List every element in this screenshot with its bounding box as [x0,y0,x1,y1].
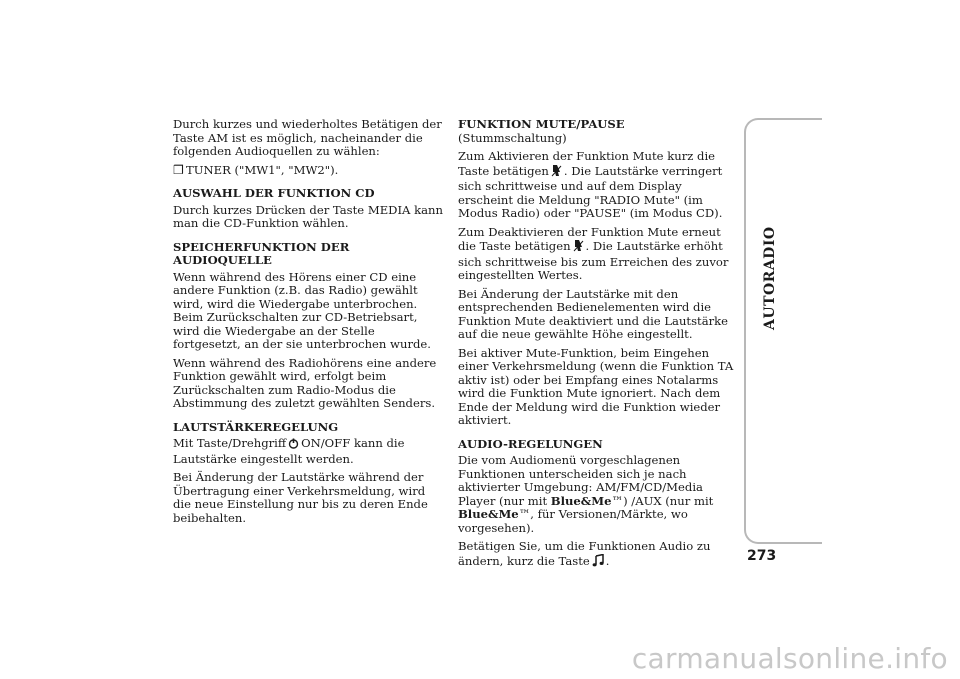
cd-paragraph: Durch kurzes Drücken der Taste MEDIA kann man die CD-Funktion wählen. [173,202,443,230]
audio-paragraph-2 [458,540,738,570]
audio-text-part: ™, für Versionen/Märkte, wo vorgesehen). [458,507,688,535]
bullet-icon: ❒ [173,162,184,177]
mute-heading: FUNKTION MUTE/PAUSE [458,117,625,131]
mute-text-part: Zum Deaktivieren der Funktion Mute erneut die Taste betätigen [458,224,721,253]
mute-paragraph-4: Bei aktiver Mute-Funktion, beim Eingehen einer Verkehrsmeldung (wenn die Funktion TA aktiv ist) oder bei Empfang eines Notalarms wird die Funktion Mute ignoriert. Nach dem Ende der Meldung wird die Funktion wieder aktiviert. [458,345,734,427]
mute-text-part: . Die Lautstärke verringert sich schrittweise und auf dem Display erscheint die Meldung "RADIO Mute" (im Modus Radio) oder "PAUSE" (im Modus CD). [458,163,723,220]
volume-text-part: Mit Taste/Drehgriff [173,436,287,450]
audio-text-part: . [605,553,610,568]
memory-paragraph-2: Wenn während des Radiohörens eine andere Funktion gewählt wird, erfolgt beim Zurückschalten zum Radio-Modus die Abstimmung des zuletzt gewählten Senders. [173,355,437,410]
power-knob-icon [288,438,299,453]
mute-paragraph-1 [458,150,738,221]
section-side-tab [744,118,822,544]
audio-text-part: ™) /AUX (nur mit [611,493,714,508]
music-note-icon [592,554,604,571]
audio-text-part: Betätigen Sie, um die Funktionen Audio zu ändern, kurz die Taste [458,539,711,568]
audio-paragraph-1 [458,454,738,535]
bullet-item [173,164,445,178]
bullet-text: TUNER ("MW1", "MW2"). [186,162,339,177]
mute-paragraph-3: Bei Änderung der Lautstärke mit den entsprechenden Bedienelementen wird die Funktion Mute deaktiviert und die Lautstärke auf die neue gewählte Höhe eingestellt. [458,286,729,341]
mute-icon [573,239,584,256]
volume-heading: LAUTSTÄRKEREGELUNG [173,419,339,434]
volume-paragraph-1 [173,437,445,466]
volume-paragraph-2: Bei Änderung der Lautstärke während der Übertragung einer Verkehrsmeldung, wird die neue Einstellung nur bis zu deren Ende beibehalten. [173,470,428,525]
memory-paragraph-1: Wenn während des Hörens einer CD eine andere Funktion (z.B. das Radio) gewählt wird, wird die Wiedergabe unterbrochen. Beim Zurückschalten zur CD-Betriebsart, wird die Wiedergabe an der Stelle fortgesetzt, an der sie unterbrochen wurde. [173,269,431,351]
audio-heading: AUDIO-REGELUNGEN [458,436,603,451]
brand-name: Blue&Me [458,507,519,521]
cd-heading: AUSWAHL DER FUNKTION CD [173,186,375,200]
audio-text-part: Die vom Audiomenü vorgeschlagenen Funktionen unterscheiden sich je nach aktivierter Umgebung: AM/FM/CD/Media Player (nur mit [458,453,703,508]
left-column [173,118,445,530]
right-column [458,118,738,575]
mute-icon [551,164,562,181]
mute-text-part: . Die Lautstärke erhöht sich schrittweise bis zum Erreichen des zuvor eingestellten Wertes. [458,239,729,282]
watermark: carmanualsonline.info [631,642,948,675]
mute-paragraph-2 [458,226,738,283]
mute-text-part: Zum Aktivieren der Funktion Mute kurz die Taste betätigen [458,149,716,178]
mute-subheading: (Stummschaltung) [458,130,567,145]
side-tab-label: AUTORADIO [762,226,778,330]
page-number: 273 [747,548,777,564]
memory-heading: SPEICHERFUNKTION DER AUDIOQUELLE [173,239,350,267]
volume-text-part: ON/OFF kann die Lautstärke eingestellt werden. [173,436,405,466]
brand-name: Blue&Me [550,493,612,508]
intro-paragraph: Durch kurzes und wiederholtes Betätigen der Taste AM ist es möglich, nacheinander die folgenden Audioquellen zu wählen: [173,117,442,158]
